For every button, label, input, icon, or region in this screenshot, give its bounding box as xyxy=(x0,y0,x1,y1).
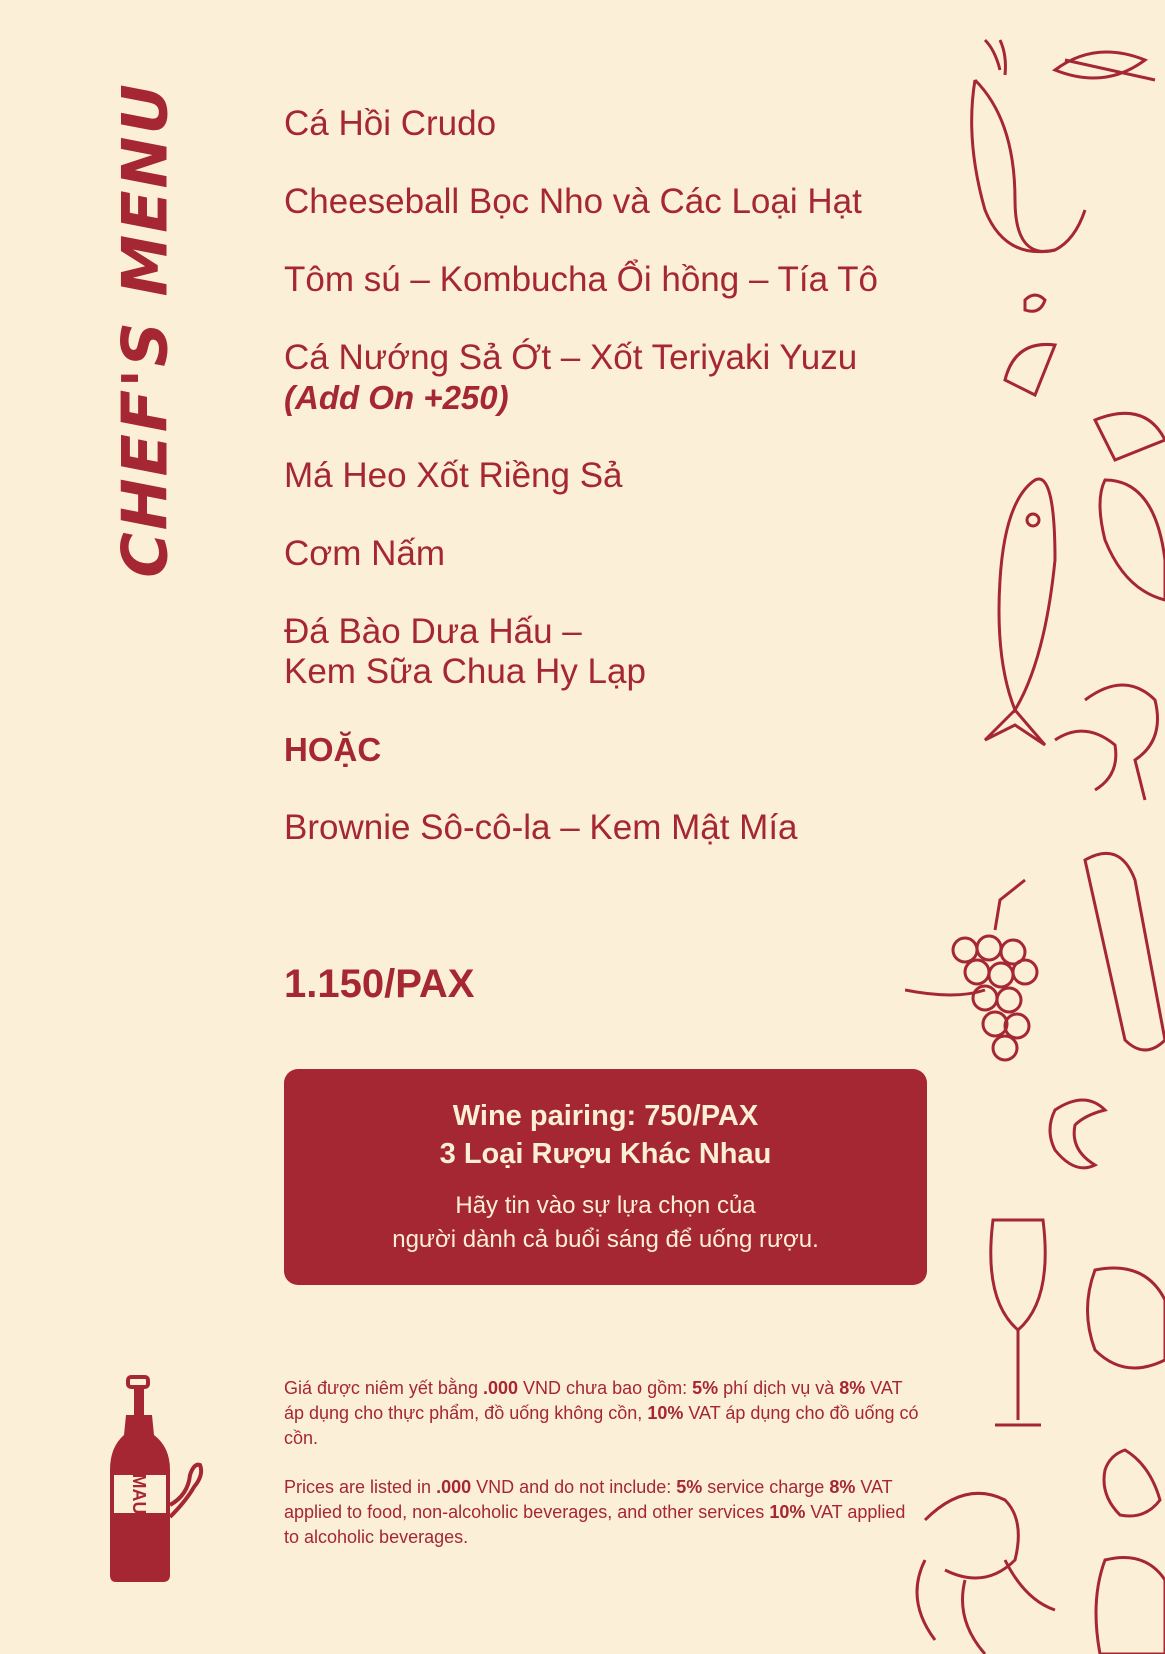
food-illustrations xyxy=(905,0,1165,1654)
wine-glass-icon xyxy=(991,1220,1045,1425)
menu-title-text: CHEF'S MENU xyxy=(108,82,182,578)
grapes-icon xyxy=(905,880,1037,1060)
octopus-icon xyxy=(917,1493,1055,1654)
tomato-icon xyxy=(1088,1268,1165,1368)
wine-pairing-count: 3 Loại Rượu Khác Nhau xyxy=(439,1138,772,1170)
wine-pairing-note: Hãy tin vào sự lựa chọn của người dành cả buổi sáng để uống rượu. xyxy=(392,1192,819,1253)
leaf-icon xyxy=(1055,52,1155,80)
menu-item: Tôm sú – Kombucha Ổi hồng – Tía Tô xyxy=(284,260,879,299)
chicken-leg-icon xyxy=(1055,685,1158,800)
corn-icon xyxy=(1085,853,1165,1050)
herb-icon xyxy=(1025,295,1045,311)
bottle-logo-icon xyxy=(108,1375,208,1585)
wine-pairing-price: Wine pairing: 750/PAX xyxy=(452,1100,759,1132)
menu-item-or: HOẶC xyxy=(284,731,382,768)
menu-item: Má Heo Xốt Riềng Sả xyxy=(284,456,623,495)
lemon-slice-icon xyxy=(1005,344,1055,395)
menu-item: Cá Hồi Crudo xyxy=(284,104,497,143)
wine-pairing-box xyxy=(284,1069,927,1285)
price-note-en: Prices are listed in .000 VND and do not include: 5% service charge 8% VAT applied to food, non-alcoholic beverages, and other services 10% VAT applied to alcoholic beverages. xyxy=(284,1477,906,1547)
menu-item: Cá Nướng Sả Ớt – Xốt Teriyaki Yuzu (Add On +250) xyxy=(284,338,964,418)
lemon-slice-icon xyxy=(1095,413,1165,460)
logo-text: MAU xyxy=(129,1473,149,1515)
small-shrimp-icon xyxy=(1050,1100,1105,1168)
price-notes xyxy=(284,1376,924,1574)
menu-item: Cơm Nấm xyxy=(284,534,446,573)
menu-item: Đá Bào Dưa Hấu – Kem Sữa Chua Hy Lạp xyxy=(284,612,646,691)
menu-item: Cheeseball Bọc Nho và Các Loại Hạt xyxy=(284,182,862,221)
addon-label: (Add On +250) xyxy=(284,379,509,416)
fish-icon xyxy=(985,479,1055,745)
price-per-pax: 1.150/PAX xyxy=(284,962,475,1006)
mussel-icon xyxy=(1100,480,1165,600)
shrimp-icon xyxy=(972,40,1085,252)
menu-title xyxy=(108,82,182,578)
steak-icon xyxy=(1096,1558,1165,1654)
price-note-vn: Giá được niêm yết bằng .000 VND chưa bao gồm: 5% phí dịch vụ và 8% VAT áp dụng cho thực phẩm, đồ uống không cồn, 10% VAT áp dụng cho đồ uống có cồn. xyxy=(284,1378,919,1448)
garlic-icon xyxy=(1104,1450,1160,1516)
menu-item: Brownie Sô-cô-la – Kem Mật Mía xyxy=(284,808,798,847)
menu-list xyxy=(284,104,964,886)
